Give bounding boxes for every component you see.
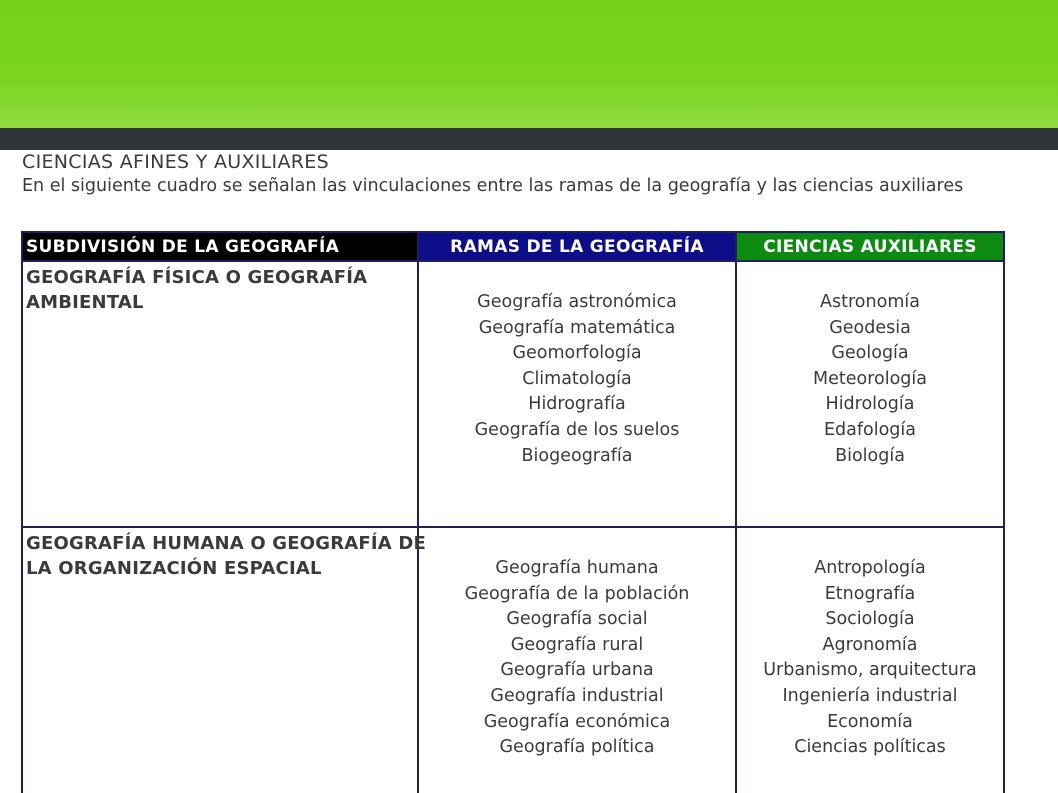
ciencia-item: Etnografía — [824, 583, 916, 604]
ciencia-item: Biología — [835, 445, 905, 466]
rama-item: Geografía política — [499, 737, 655, 758]
ciencia-item: Sociología — [825, 609, 915, 630]
ciencia-item: Geología — [831, 343, 909, 364]
table-row — [22, 527, 1004, 793]
subdivision-line: GEOGRAFÍA FÍSICA O GEOGRAFÍA — [26, 267, 368, 288]
header-ramas: RAMAS DE LA GEOGRAFÍA — [418, 232, 736, 261]
dark-divider-bar — [0, 128, 1058, 150]
header-subdivision: SUBDIVISIÓN DE LA GEOGRAFÍA — [22, 232, 418, 261]
geography-table — [21, 231, 1005, 793]
ciencia-item: Meteorología — [813, 368, 927, 389]
rama-item: Geografía humana — [495, 558, 659, 578]
rama-item: Geografía industrial — [490, 685, 664, 706]
rama-item: Geografía urbana — [500, 660, 654, 681]
ciencia-item: Astronomía — [820, 292, 920, 312]
rama-item: Geografía rural — [510, 634, 644, 655]
rama-item: Geografía matemática — [478, 317, 676, 338]
table-row — [22, 261, 1004, 527]
header-ciencias: CIENCIAS AUXILIARES — [736, 232, 1004, 261]
rama-item: Geografía económica — [483, 711, 671, 732]
ramas-cell — [418, 261, 736, 527]
ciencias-cell — [736, 527, 1004, 793]
intro-text: En el siguiente cuadro se señalan las vinculaciones entre las ramas de la geografía y las ciencias auxiliares — [22, 176, 964, 196]
top-green-band — [0, 0, 1058, 128]
subdivision-line: AMBIENTAL — [26, 292, 144, 313]
ramas-cell — [418, 527, 736, 793]
rama-item: Geografía de los suelos — [474, 419, 680, 440]
rama-item: Geomorfología — [512, 343, 642, 364]
ciencia-item: Hidrología — [825, 394, 915, 415]
rama-item: Hidrografía — [528, 394, 626, 415]
table-header-row — [22, 232, 1004, 261]
subdivision-line: GEOGRAFÍA HUMANA O GEOGRAFÍA DE — [26, 533, 427, 554]
ciencia-item: Urbanismo, arquitectura — [763, 660, 977, 681]
ciencia-item: Ingeniería industrial — [782, 685, 958, 706]
ciencia-item: Economía — [827, 711, 913, 732]
ciencia-item: Geodesia — [829, 317, 911, 338]
rama-item: Biogeografía — [521, 445, 633, 466]
ciencias-cell — [736, 261, 1004, 527]
slide-heading: CIENCIAS AFINES Y AUXILIARES — [22, 151, 329, 173]
ciencia-item: Edafología — [823, 419, 917, 440]
rama-item: Climatología — [522, 368, 632, 389]
ciencia-item: Agronomía — [822, 634, 918, 655]
rama-item: Geografía social — [506, 609, 648, 630]
subdivision-cell — [22, 261, 418, 527]
rama-item: Geografía astronómica — [477, 292, 677, 312]
ciencia-item: Ciencias políticas — [794, 737, 946, 758]
rama-item: Geografía de la población — [464, 583, 690, 604]
subdivision-line: LA ORGANIZACIÓN ESPACIAL — [26, 558, 322, 579]
subdivision-cell — [22, 527, 427, 793]
ciencia-item: Antropología — [814, 558, 926, 578]
